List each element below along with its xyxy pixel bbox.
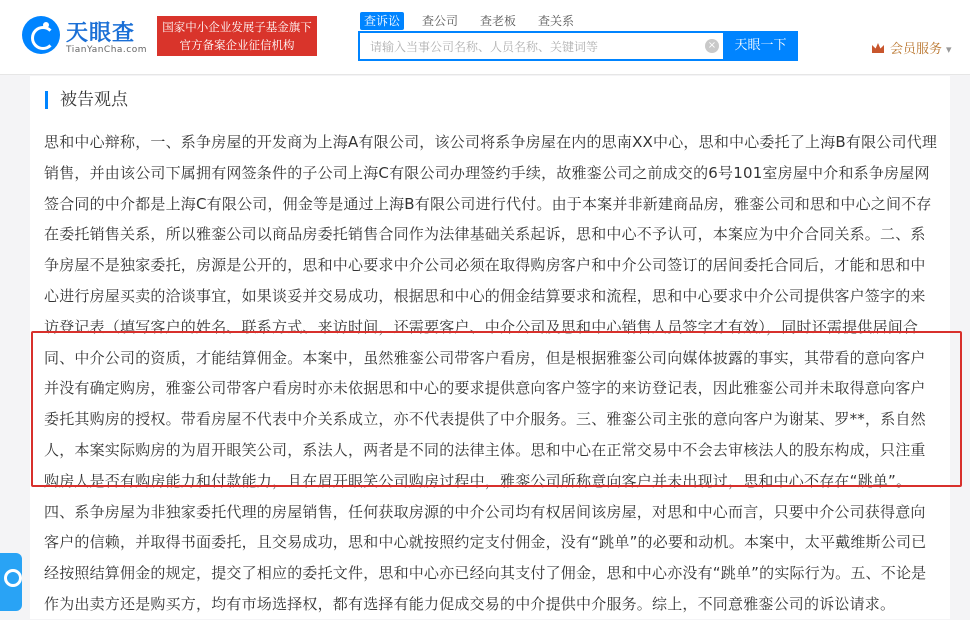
search-tabs — [360, 12, 578, 30]
tab-company[interactable]: 查公司 — [422, 14, 459, 28]
tab-relation[interactable]: 查关系 — [538, 14, 575, 28]
highlight-box — [31, 331, 962, 487]
tab-boss[interactable]: 查老板 — [480, 14, 517, 28]
official-badge — [157, 16, 317, 56]
tab-lawsuit[interactable]: 查诉讼 — [360, 12, 404, 30]
logo-sub: TianYanCha.com — [66, 45, 148, 55]
logo-mark-icon — [22, 16, 60, 54]
badge-line-2: 官方备案企业征信机构 — [179, 38, 295, 52]
search-button[interactable]: 天眼一下 — [723, 31, 798, 61]
clear-icon[interactable]: × — [705, 39, 719, 53]
defendant-opinion-text: 思和中心辩称，一、系争房屋的开发商为上海A有限公司，该公司将系争房屋在内的思南XX中心，思和中心委托了上海B有限公司代理销售，并由该公司下属拥有网签条件的子公司上海C有限公司办理签约手续，故雅銮公司之前成交的6号101室房屋中介和系争房屋网签合同的中介都是上海C有限公司，佣金等是通过上海B有限公司进行代付。由于本案并非新建商品房，雅銮公司和思和中心之间不存在委托销售关系，所以雅銮公司以商品房委托销售合同作为法律基础关系起诉，思和中心不予认可，本案应为中介合同关系。二、系争房屋不是独家委托，房源是公开的，思和中心要求中介公司必须在取得购房客户和中介公司签订的居间委托合同后，才能和思和中心进行房屋买卖的洽谈事宜，如果谈妥并交易成功，根据思和中心的佣金结算要求和流程，思和中心要求中介公司提供客户签字的来访登记表（填写客户的姓名、联系方式、来访时间，还需要客户、中介公司及思和中心销售人员签字才有效），同时还需提供居间合同、中介公司的资质，才能结算佣金。本案中，虽然雅銮公司带客户看房，但是根据雅銮公司向媒体披露的事实，其带看的意向客户并没有确定购房，雅銮公司带客户看房时亦未依据思和中心的要求提供意向客户签字的来访登记表，因此雅銮公司并未取得意向客户委托其购房的授权。带看房屋不代表中介关系成立，亦不代表提供了中介服务。三、雅銮公司主张的意向客户为谢某、罗**，系自然人，本案实际购房的为眉开眼笑公司，系法人，两者是不同的法律主体。思和中心在正常交易中不会去审核法人的股东构成，只注重购房人是否有购房能力和付款能力，且在眉开眼笑公司购房过程中，雅銮公司所称意向客户并未出现过，思和中心不存在“跳单”。四、系争房屋为非独家委托代理的房屋销售，任何获取房源的中介公司均有权居间该房屋，对思和中心而言，只要中介公司获得意向客户的信赖，并取得书面委托，且交易成功，思和中心就按照约定支付佣金，没有“跳单”的必要和动机。本案中，太平戴维斯公司已经按照结算佣金的规定，提交了相应的委托文件，思和中心亦已经向其支付了佣金，思和中心亦没有“跳单”的实际行为。五、不论是作为出卖方还是购买方，均有市场选择权，都有选择有能力促成交易的中介提供中介服务。综上，不同意雅銮公司的诉讼请求。 — [44, 133, 938, 613]
member-service-label: 会员服务 — [890, 42, 943, 57]
search-bar — [358, 31, 798, 61]
search-input[interactable] — [368, 37, 702, 57]
top-header — [0, 0, 970, 75]
member-service-link[interactable] — [872, 38, 952, 57]
site-logo[interactable] — [22, 14, 152, 60]
section-title: 被告观点 — [45, 91, 128, 109]
badge-line-1: 国家中小企业发展子基金旗下 — [162, 20, 312, 34]
float-service-icon[interactable] — [0, 553, 22, 611]
logo-name: 天眼查 — [66, 21, 136, 46]
chevron-down-icon: ▾ — [946, 43, 952, 56]
crown-icon — [872, 43, 884, 53]
